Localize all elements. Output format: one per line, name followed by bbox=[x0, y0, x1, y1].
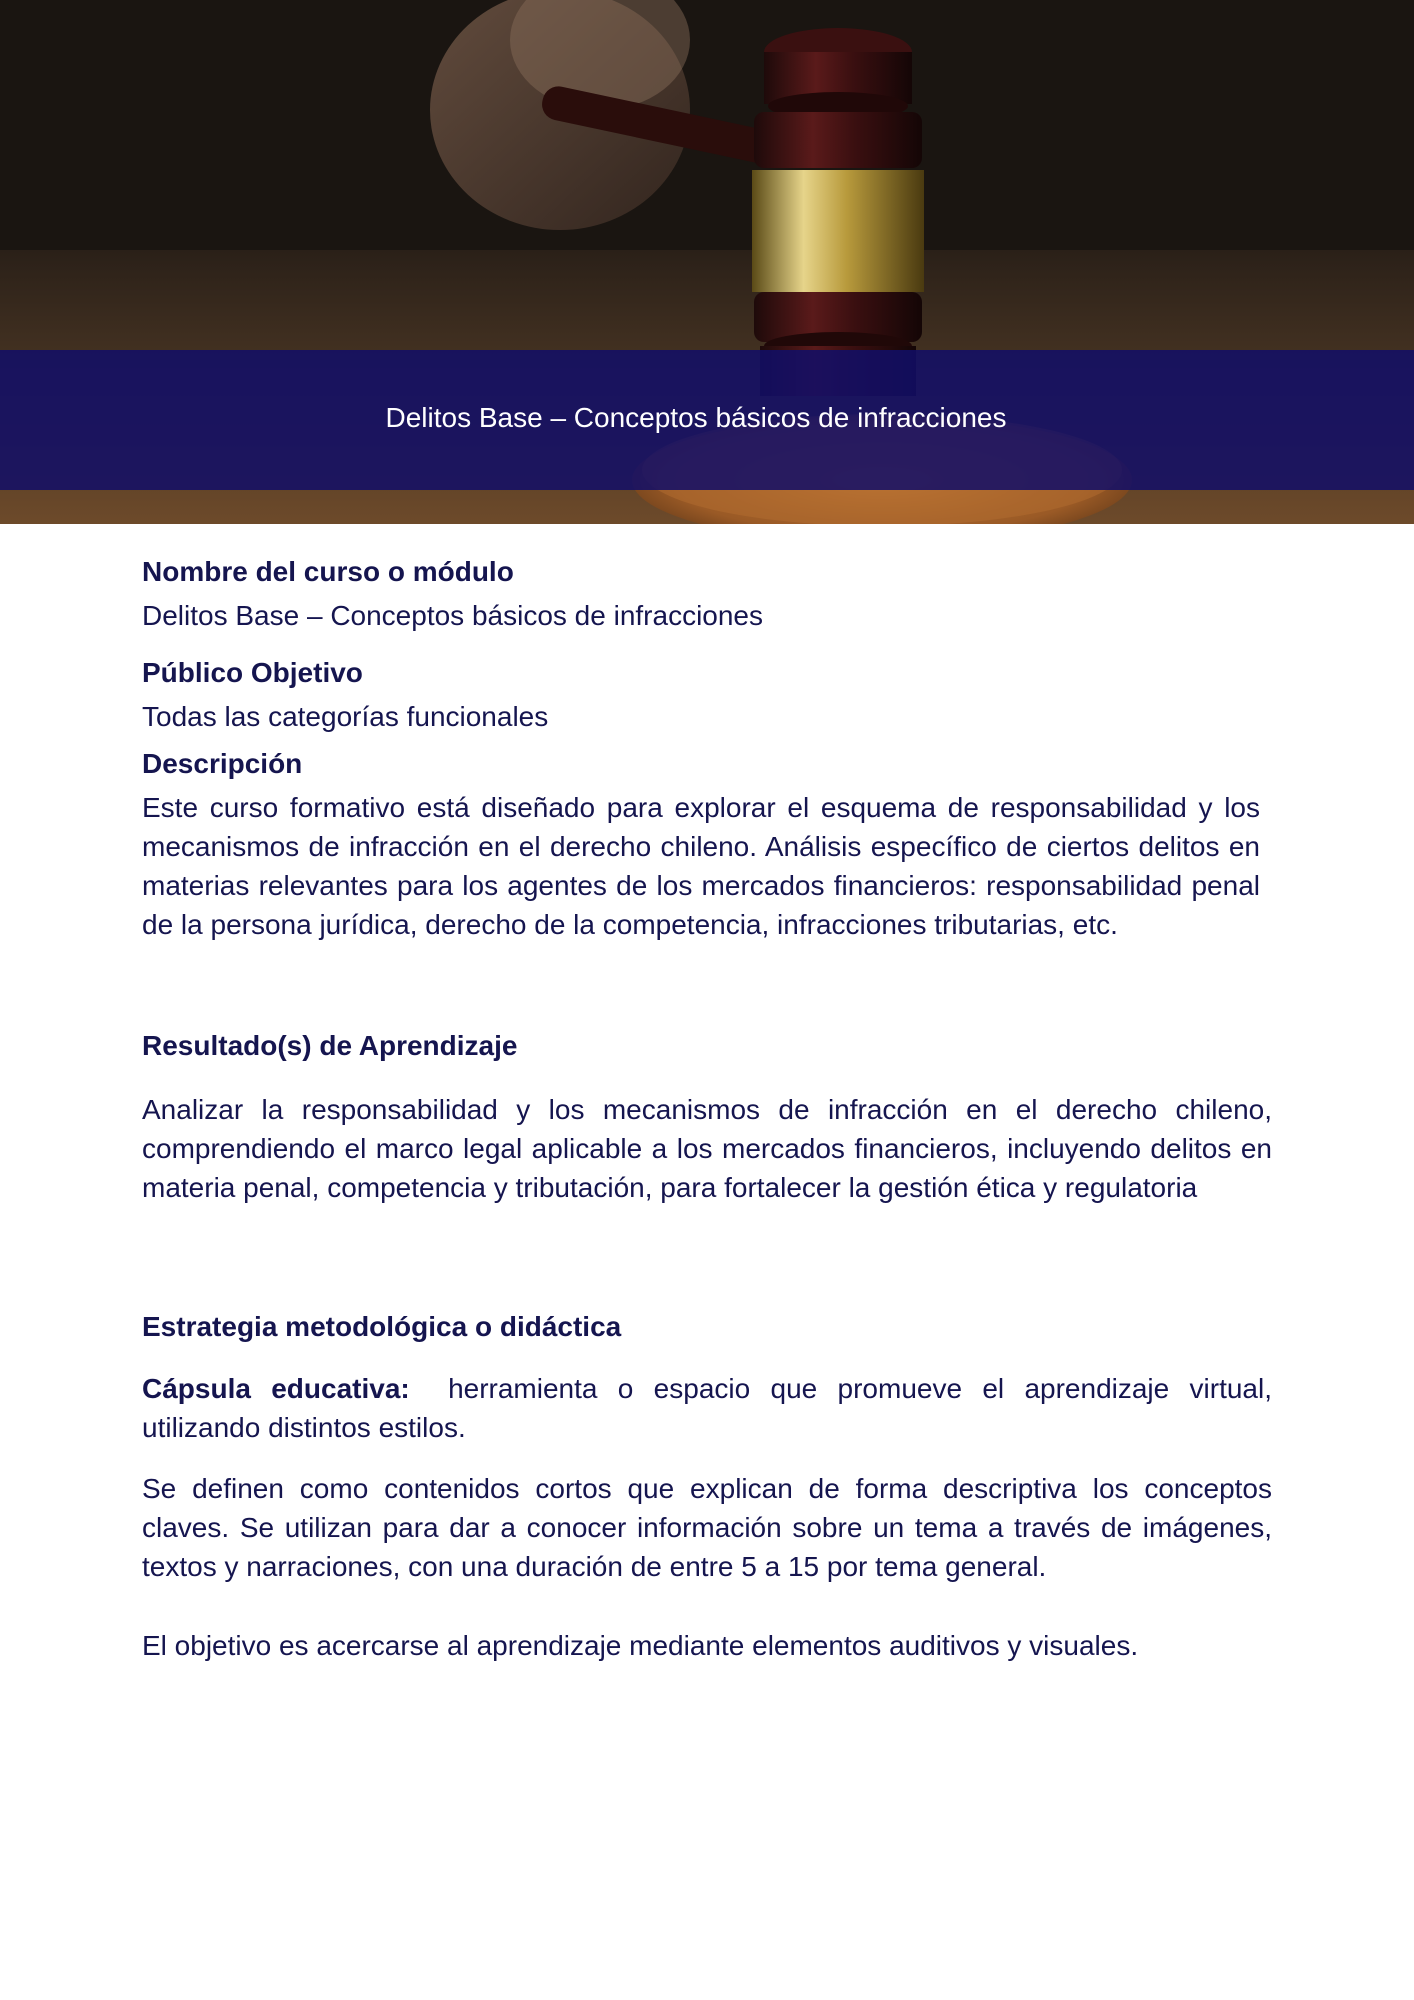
description-text: Este curso formativo está diseñado para explorar el esquema de responsabilidad y los mecanismos de infracción en el derecho chileno. Análisis específico de ciertos delitos en materias relevantes para los agentes de los mercados financieros: responsabilidad penal de la persona jurídica, derecho de la competencia, infracciones tributarias, etc. bbox=[142, 792, 1260, 940]
course-name-text: Delitos Base – Conceptos básicos de infracciones bbox=[142, 600, 764, 631]
capsule-label: Cápsula educativa: bbox=[142, 1373, 410, 1404]
learning-outcomes-heading: Resultado(s) de Aprendizaje bbox=[142, 1030, 518, 1061]
course-name-heading: Nombre del curso o módulo bbox=[142, 556, 514, 587]
capsule-paragraph bbox=[142, 1369, 1272, 1447]
description-heading: Descripción bbox=[142, 748, 303, 779]
strategy-heading: Estrategia metodológica o didáctica bbox=[142, 1311, 622, 1342]
course-details bbox=[142, 552, 1272, 1665]
hero-image bbox=[0, 0, 1414, 524]
learning-outcomes-text: Analizar la responsabilidad y los mecanismos de infracción en el derecho chileno, comprendiendo el marco legal aplicable a los mercados financieros, incluyendo delitos en materia penal, competencia y tributación, para fortalecer la gestión ética y regulatoria bbox=[142, 1094, 1272, 1203]
capsule-text: herramienta o espacio que promueve el aprendizaje virtual, utilizando distintos estilos. bbox=[142, 1373, 1273, 1443]
strategy-paragraph-1: Se definen como contenidos cortos que explican de forma descriptiva los conceptos claves. Se utilizan para dar a conocer información sobre un tema a través de imágenes, textos y narraciones, con una duración de entre 5 a 15 por tema general. bbox=[142, 1473, 1272, 1582]
banner-title: Delitos Base – Conceptos básicos de infracciones bbox=[385, 402, 1007, 433]
audience-text: Todas las categorías funcionales bbox=[142, 701, 549, 732]
strategy-paragraph-2: El objetivo es acercarse al aprendizaje mediante elementos auditivos y visuales. bbox=[142, 1630, 1139, 1661]
audience-heading: Público Objetivo bbox=[142, 657, 363, 688]
